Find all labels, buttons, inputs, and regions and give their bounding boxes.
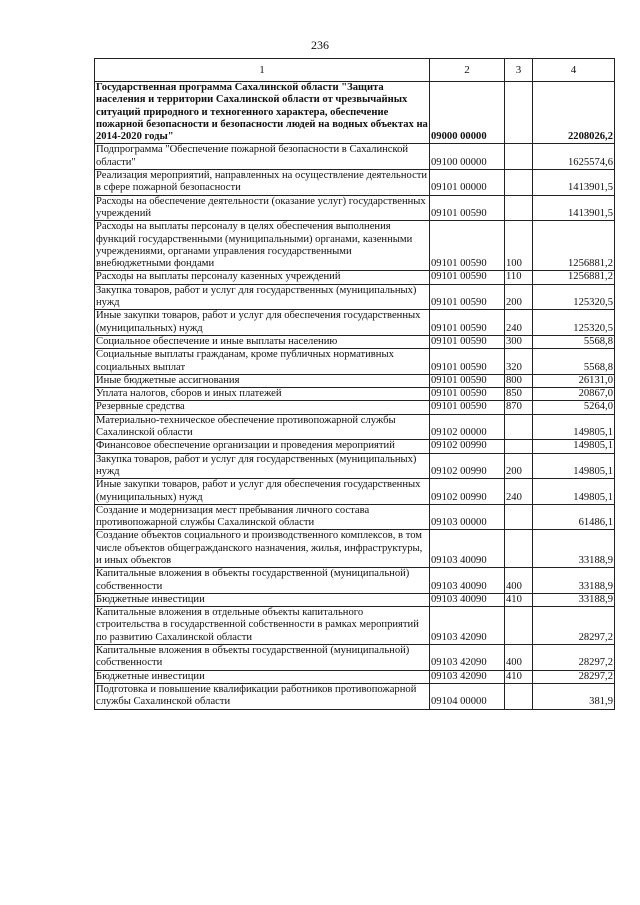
row-name: Создание объектов социального и производственного комплексов, в том числе объектов общегражданского назначения, жилья, инфраструктуры, и иных объектов	[95, 530, 430, 568]
row-rcode: 100	[505, 221, 533, 271]
row-rcode: 410	[505, 593, 533, 606]
row-name: Бюджетные инвестиции	[95, 593, 430, 606]
row-amount: 149805,1	[533, 414, 615, 440]
row-code: 09101 00000	[430, 170, 505, 196]
row-amount: 125320,5	[533, 284, 615, 310]
row-code: 09101 00590	[430, 195, 505, 221]
row-name: Подпрограмма "Обеспечение пожарной безопасности в Сахалинской области"	[95, 144, 430, 170]
row-code: 09101 00590	[430, 284, 505, 310]
table-row	[95, 170, 615, 196]
header-row	[95, 59, 615, 82]
row-amount: 1413901,5	[533, 195, 615, 221]
row-name: Иные закупки товаров, работ и услуг для обеспечения государственных (муниципальных) нужд	[95, 310, 430, 336]
row-code: 09101 00590	[430, 374, 505, 387]
row-code: 09100 00000	[430, 144, 505, 170]
row-name: Уплата налогов, сборов и иных платежей	[95, 388, 430, 401]
row-code: 09102 00000	[430, 414, 505, 440]
table-row	[95, 349, 615, 375]
row-amount: 149805,1	[533, 440, 615, 453]
row-rcode	[505, 170, 533, 196]
table-row	[95, 530, 615, 568]
row-amount: 1625574,6	[533, 144, 615, 170]
table-row	[95, 440, 615, 453]
row-rcode	[505, 607, 533, 645]
table-row	[95, 284, 615, 310]
row-rcode	[505, 440, 533, 453]
row-code: 09101 00590	[430, 221, 505, 271]
row-name: Социальное обеспечение и иные выплаты населению	[95, 335, 430, 348]
row-amount: 149805,1	[533, 479, 615, 505]
row-amount: 149805,1	[533, 453, 615, 479]
row-amount: 5568,8	[533, 349, 615, 375]
row-code: 09101 00590	[430, 401, 505, 414]
row-rcode	[505, 683, 533, 709]
table-row	[95, 670, 615, 683]
row-name: Расходы на обеспечение деятельности (оказание услуг) государственных учреждений	[95, 195, 430, 221]
row-amount: 2208026,2	[533, 82, 615, 144]
header-col-4: 4	[533, 59, 615, 82]
row-code: 09102 00990	[430, 453, 505, 479]
row-name: Расходы на выплаты персоналу в целях обеспечения выполнения функций государственными (муниципальными) органами, казенными учреждениями, органами управления государственными внебюджетными фондами	[95, 221, 430, 271]
row-amount: 20867,0	[533, 388, 615, 401]
row-name: Капитальные вложения в объекты государственной (муниципальной) собственности	[95, 568, 430, 594]
row-code: 09101 00590	[430, 335, 505, 348]
table-row	[95, 504, 615, 530]
row-name: Материально-техническое обеспечение противопожарной службы Сахалинской области	[95, 414, 430, 440]
table-row	[95, 374, 615, 387]
row-name: Подготовка и повышение квалификации работников противопожарной службы Сахалинской области	[95, 683, 430, 709]
row-name: Расходы на выплаты персоналу казенных учреждений	[95, 271, 430, 284]
row-amount: 381,9	[533, 683, 615, 709]
row-amount: 1413901,5	[533, 170, 615, 196]
row-code: 09103 40090	[430, 593, 505, 606]
row-name: Реализация мероприятий, направленных на осуществление деятельности в сфере пожарной безопасности	[95, 170, 430, 196]
row-rcode: 320	[505, 349, 533, 375]
row-code: 09102 00990	[430, 479, 505, 505]
table-row	[95, 414, 615, 440]
table-row	[95, 388, 615, 401]
row-rcode: 300	[505, 335, 533, 348]
table-row	[95, 144, 615, 170]
row-name: Капитальные вложения в отдельные объекты капитального строительства в государственной собственности в рамках мероприятий по развитию Сахалинской области	[95, 607, 430, 645]
row-rcode: 110	[505, 271, 533, 284]
row-code: 09103 40090	[430, 568, 505, 594]
row-code: 09101 00590	[430, 271, 505, 284]
header-col-3: 3	[505, 59, 533, 82]
table-row	[95, 271, 615, 284]
table-row	[95, 221, 615, 271]
row-amount: 28297,2	[533, 607, 615, 645]
row-amount: 28297,2	[533, 670, 615, 683]
row-code: 09103 42090	[430, 607, 505, 645]
row-name: Иные закупки товаров, работ и услуг для обеспечения государственных (муниципальных) нужд	[95, 479, 430, 505]
row-name: Иные бюджетные ассигнования	[95, 374, 430, 387]
row-amount: 61486,1	[533, 504, 615, 530]
row-amount: 33188,9	[533, 530, 615, 568]
row-rcode	[505, 82, 533, 144]
row-name: Капитальные вложения в объекты государственной (муниципальной) собственности	[95, 645, 430, 671]
row-name: Закупка товаров, работ и услуг для государственных (муниципальных) нужд	[95, 284, 430, 310]
row-name: Социальные выплаты гражданам, кроме публичных нормативных социальных выплат	[95, 349, 430, 375]
row-name: Закупка товаров, работ и услуг для государственных (муниципальных) нужд	[95, 453, 430, 479]
row-amount: 26131,0	[533, 374, 615, 387]
table-row	[95, 453, 615, 479]
row-code: 09103 42090	[430, 670, 505, 683]
table-row	[95, 593, 615, 606]
budget-table	[94, 58, 615, 710]
row-amount: 33188,9	[533, 593, 615, 606]
row-rcode	[505, 195, 533, 221]
row-code: 09103 42090	[430, 645, 505, 671]
table-row	[95, 335, 615, 348]
row-rcode: 240	[505, 310, 533, 336]
row-name: Финансовое обеспечение организации и проведения мероприятий	[95, 440, 430, 453]
page-number: 236	[311, 38, 329, 52]
row-amount: 28297,2	[533, 645, 615, 671]
table-row	[95, 310, 615, 336]
row-rcode	[505, 504, 533, 530]
row-code: 09000 00000	[430, 82, 505, 144]
header-col-1: 1	[95, 59, 430, 82]
row-rcode: 400	[505, 568, 533, 594]
row-rcode: 400	[505, 645, 533, 671]
row-name: Бюджетные инвестиции	[95, 670, 430, 683]
row-amount: 5264,0	[533, 401, 615, 414]
row-rcode: 410	[505, 670, 533, 683]
row-code: 09103 40090	[430, 530, 505, 568]
table-row	[95, 479, 615, 505]
row-code: 09104 00000	[430, 683, 505, 709]
table-row	[95, 607, 615, 645]
row-rcode: 850	[505, 388, 533, 401]
table-row	[95, 568, 615, 594]
table-row	[95, 683, 615, 709]
row-rcode: 800	[505, 374, 533, 387]
row-code: 09101 00590	[430, 349, 505, 375]
row-rcode: 870	[505, 401, 533, 414]
table-row	[95, 195, 615, 221]
row-rcode: 200	[505, 453, 533, 479]
row-rcode: 200	[505, 284, 533, 310]
table-row	[95, 645, 615, 671]
row-rcode	[505, 414, 533, 440]
row-code: 09103 00000	[430, 504, 505, 530]
row-rcode	[505, 144, 533, 170]
table-body	[95, 82, 615, 710]
row-amount: 5568,8	[533, 335, 615, 348]
row-amount: 1256881,2	[533, 221, 615, 271]
table-row	[95, 401, 615, 414]
table-row	[95, 82, 615, 144]
row-code: 09101 00590	[430, 310, 505, 336]
row-rcode	[505, 530, 533, 568]
row-amount: 33188,9	[533, 568, 615, 594]
header-col-2: 2	[430, 59, 505, 82]
row-name: Создание и модернизация мест пребывания личного состава противопожарной службы Сахалинской области	[95, 504, 430, 530]
row-amount: 125320,5	[533, 310, 615, 336]
row-code: 09101 00590	[430, 388, 505, 401]
row-name: Резервные средства	[95, 401, 430, 414]
row-name: Государственная программа Сахалинской области "Защита населения и территории Сахалинской области от чрезвычайных ситуаций природного и техногенного характера, обеспечение пожарной безопасности и безопасности людей на водных объектах на 2014-2020 годы"	[96, 82, 428, 143]
row-amount: 1256881,2	[533, 271, 615, 284]
row-code: 09102 00990	[430, 440, 505, 453]
row-rcode: 240	[505, 479, 533, 505]
